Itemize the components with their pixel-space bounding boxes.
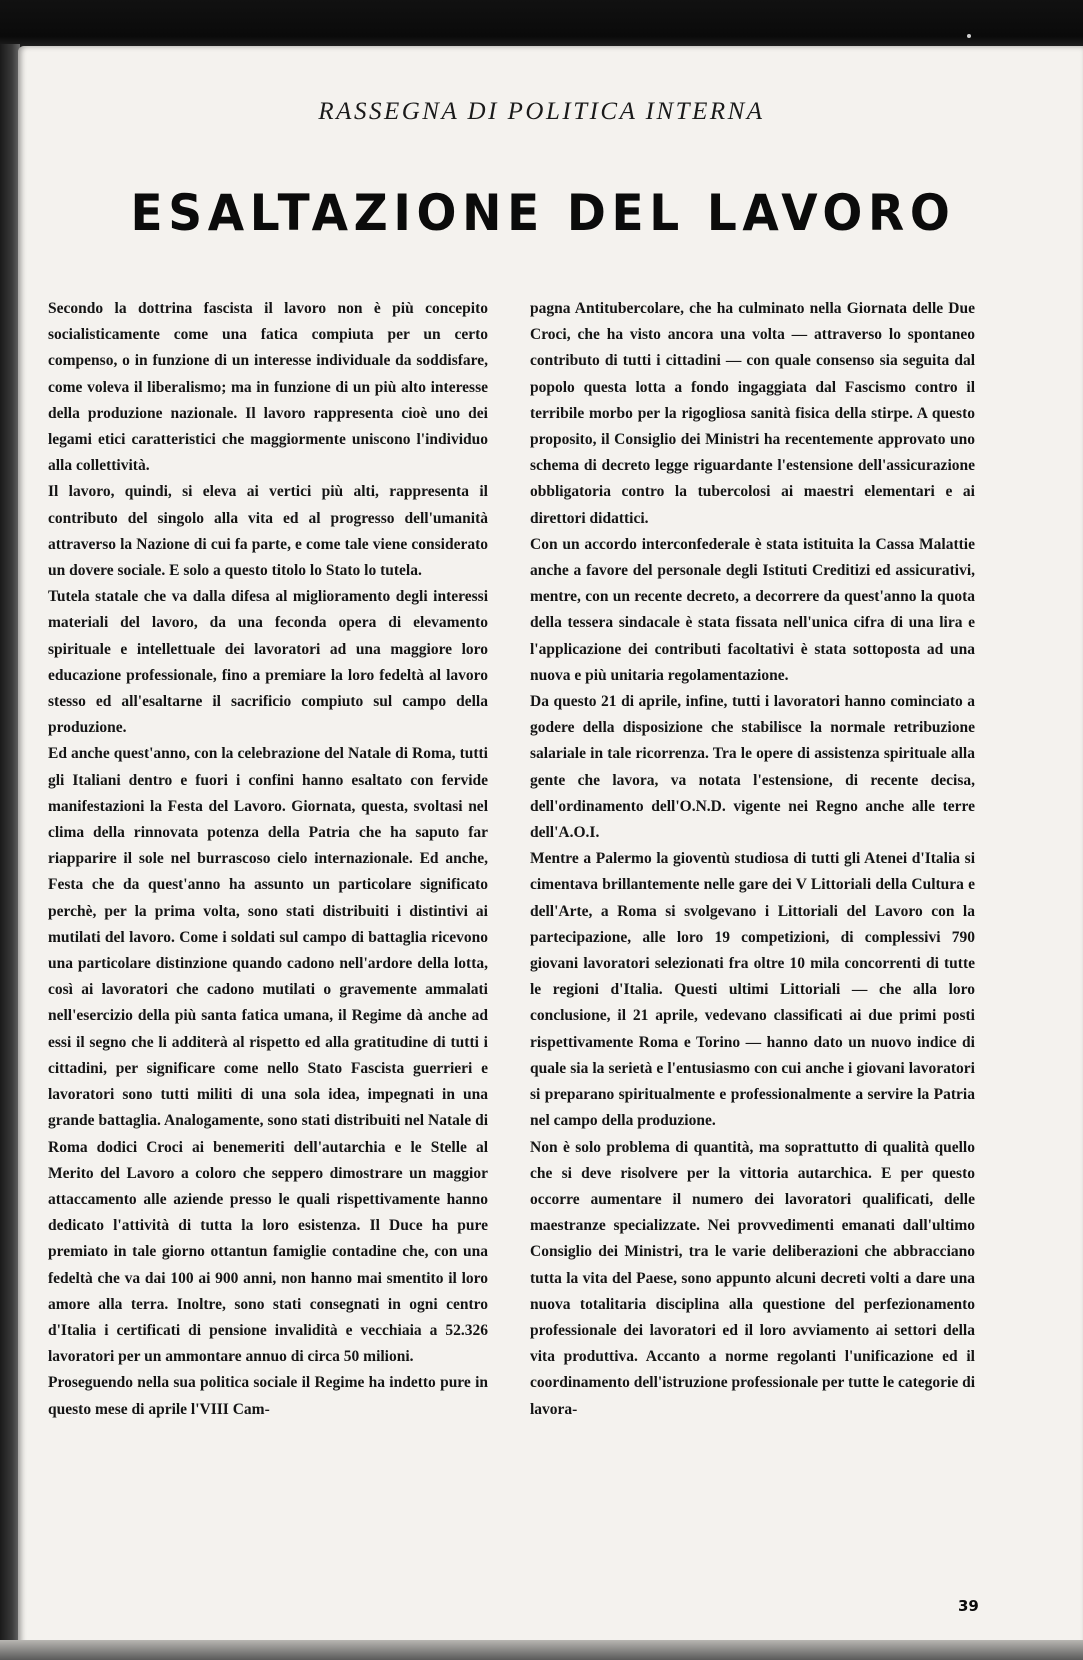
section-rubric: RASSEGNA DI POLITICA INTERNA — [318, 98, 765, 125]
paragraph: Secondo la dottrina fascista il lavoro non è più concepito socialisticamente come una fatica compiuta per un certo compenso, o in funzione di un interesse individuale da soddisfare, come voleva il liberalismo; ma in funzione di un più alto interesse della produzione nazionale. Il lavoro rappresenta cioè uno dei legami etici caratteristici che maggiormente uniscono l'individuo alla collettività. — [48, 300, 488, 475]
paragraph: Proseguendo nella sua politica sociale il Regime ha indetto pure in questo mese di aprile l'VIII Cam- — [48, 1374, 488, 1418]
paragraph: Ed anche quest'anno, con la celebrazione del Natale di Roma, tutti gli Italiani dentro e fuori i confini hanno esaltato con fervide manifestazioni la Festa del Lavoro. Giornata, questa, svoltasi nel clima della rinnovata potenza della Patria che ha saputo far riapparire il sole nel burrascoso cielo internazionale. Ed anche, Festa che da quest'anno ha assunto un particolare significato perchè, per la prima volta, sono stati distribuiti i distintivi ai mutilati del lavoro. Come i soldati sul campo di battaglia ricevono una particolare distinzione quando cadono nell'ardore della lotta, così ai lavoratori che cadono mutilati o gravemente ammalati nell'esercizio della più santa fatica umana, il Regime dà anche ad essi il segno che li additerà al rispetto ed alla gratitudine di tutti i cittadini, per significare come nello Stato Fascista guerrieri e lavoratori sono tutti militi di una sola idea, impegnati in una grande battaglia. Analogamente, sono stati distribuiti nel Natale di Roma dodici Croci ai benemeriti dell'autarchia e le Stelle al Merito del Lavoro a coloro che seppero dimostrare un maggior attaccamento alle aziende presso le quali rispettivamente hanno dedicato l'attività di tutta la loro esistenza. Il Duce ha pure premiato in tale giorno ottantun famiglie contadine che, con una fedeltà che va dai 100 ai 900 anni, non hanno mai smentito il loro amore alla terra. Inoltre, sono stati consegnati in ogni centro d'Italia i certificati di pensione invalidità e vecchiaia a 52.326 lavoratori per un ammontare annuo di circa 50 milioni. — [48, 745, 488, 1366]
right-column — [530, 296, 975, 1423]
scan-top-border — [0, 0, 1083, 52]
paragraph: Mentre a Palermo la gioventù studiosa di tutti gli Atenei d'Italia si cimentava brillantemente nelle gare dei V Littoriali della Cultura e dell'Arte, a Roma si svolgevano i Littoriali del Lavoro con la partecipazione, alle loro 19 competizioni, di complessivi 790 giovani lavoratori selezionati fra oltre 10 mila concorrenti di tutte le regioni d'Italia. Questi ultimi Littoriali — che alla loro conclusione, il 21 aprile, vedevano classificati ai due primi posti rispettivamente Roma e Torino — hanno dato un nuovo indice di quale sia la serietà e l'entusiasmo con cui anche i giovani lavoratori si preparano spiritualmente e professionalmente a servire la Patria nel campo della produzione. — [530, 850, 975, 1130]
scan-dust-spot — [967, 34, 971, 38]
paragraph: Non è solo problema di quantità, ma soprattutto di qualità quello che si deve risolvere per la vittoria autarchica. E per questo occorre aumentare il numero dei lavoratori qualificati, delle maestranze specializzate. Nei provvedimenti emanati dall'ultimo Consiglio dei Ministri, tra le varie deliberazioni che abbracciano tutta la vita del Paese, sono appunto alcuni decreti volti a dare una nuova totalitaria disciplina alla questione del perfezionamento professionale dei lavoratori ed il loro avviamento ai settori della vita produttiva. Accanto a norme regolanti l'unificazione ed il coordinamento dell'istruzione professionale per tutte le categorie di lavora- — [530, 1138, 975, 1418]
left-column — [48, 296, 488, 1423]
page-number: 39 — [958, 1597, 979, 1615]
paragraph: Con un accordo interconfederale è stata istituita la Cassa Malattie anche a favore del personale degli Istituti Creditizi ed assicurativi, mentre, con un recente decreto, a decorrere da quest'anno la quota della tessera sindacale è stata fissata nell'unica cifra di una lira e l'applicazione dei contributi facoltativi è stata sottoposta ad una nuova e più unitaria regolamentazione. — [530, 535, 975, 684]
paragraph: Il lavoro, quindi, si eleva ai vertici più alti, rappresenta il contributo del singolo alla vita ed al progresso dell'umanità attraverso la Nazione di cui fa parte, e come tale viene considerato un dovere sociale. E solo a questo titolo lo Stato lo tutela. — [48, 483, 488, 580]
paragraph: Da questo 21 di aprile, infine, tutti i lavoratori hanno cominciato a godere della disposizione che stabilisce la normale retribuzione salariale in tale ricorrenza. Tra le opere di assistenza spirituale alla gente che lavora, va notata l'estensione, di recente decisa, dell'ordinamento dell'O.N.D. vigente nei Regno anche alle terre dell'A.O.I. — [530, 693, 975, 842]
paragraph: pagna Antitubercolare, che ha culminato nella Giornata delle Due Croci, che ha visto ancora una volta — attraverso lo spontaneo contributo di tutti i cittadini — con quale consenso sia seguita dal popolo questa lotta a fondo ingaggiata dal Fascismo contro il terribile morbo per la rigogliosa sanità fisica della stirpe. A questo proposito, il Consiglio dei Ministri ha recentemente approvato uno schema di decreto legge riguardante l'estensione dell'assicurazione obbligatoria contro la tubercolosi ai maestri elementari e ai direttori didattici. — [530, 300, 975, 527]
paragraph: Tutela statale che va dalla difesa al miglioramento degli interessi materiali del lavoro, da una feconda opera di elevamento spirituale e intellettuale dei lavoratori ad una maggiore loro educazione professionale, fino a premiare la loro fedeltà al lavoro stesso ed all'esaltarne il sacrificio compiuto sul campo della produzione. — [48, 588, 488, 737]
scan-left-border — [0, 44, 20, 1660]
article-headline: ESALTAZIONE DEL LAVORO — [130, 184, 956, 242]
scan-bottom-border — [0, 1640, 1083, 1660]
